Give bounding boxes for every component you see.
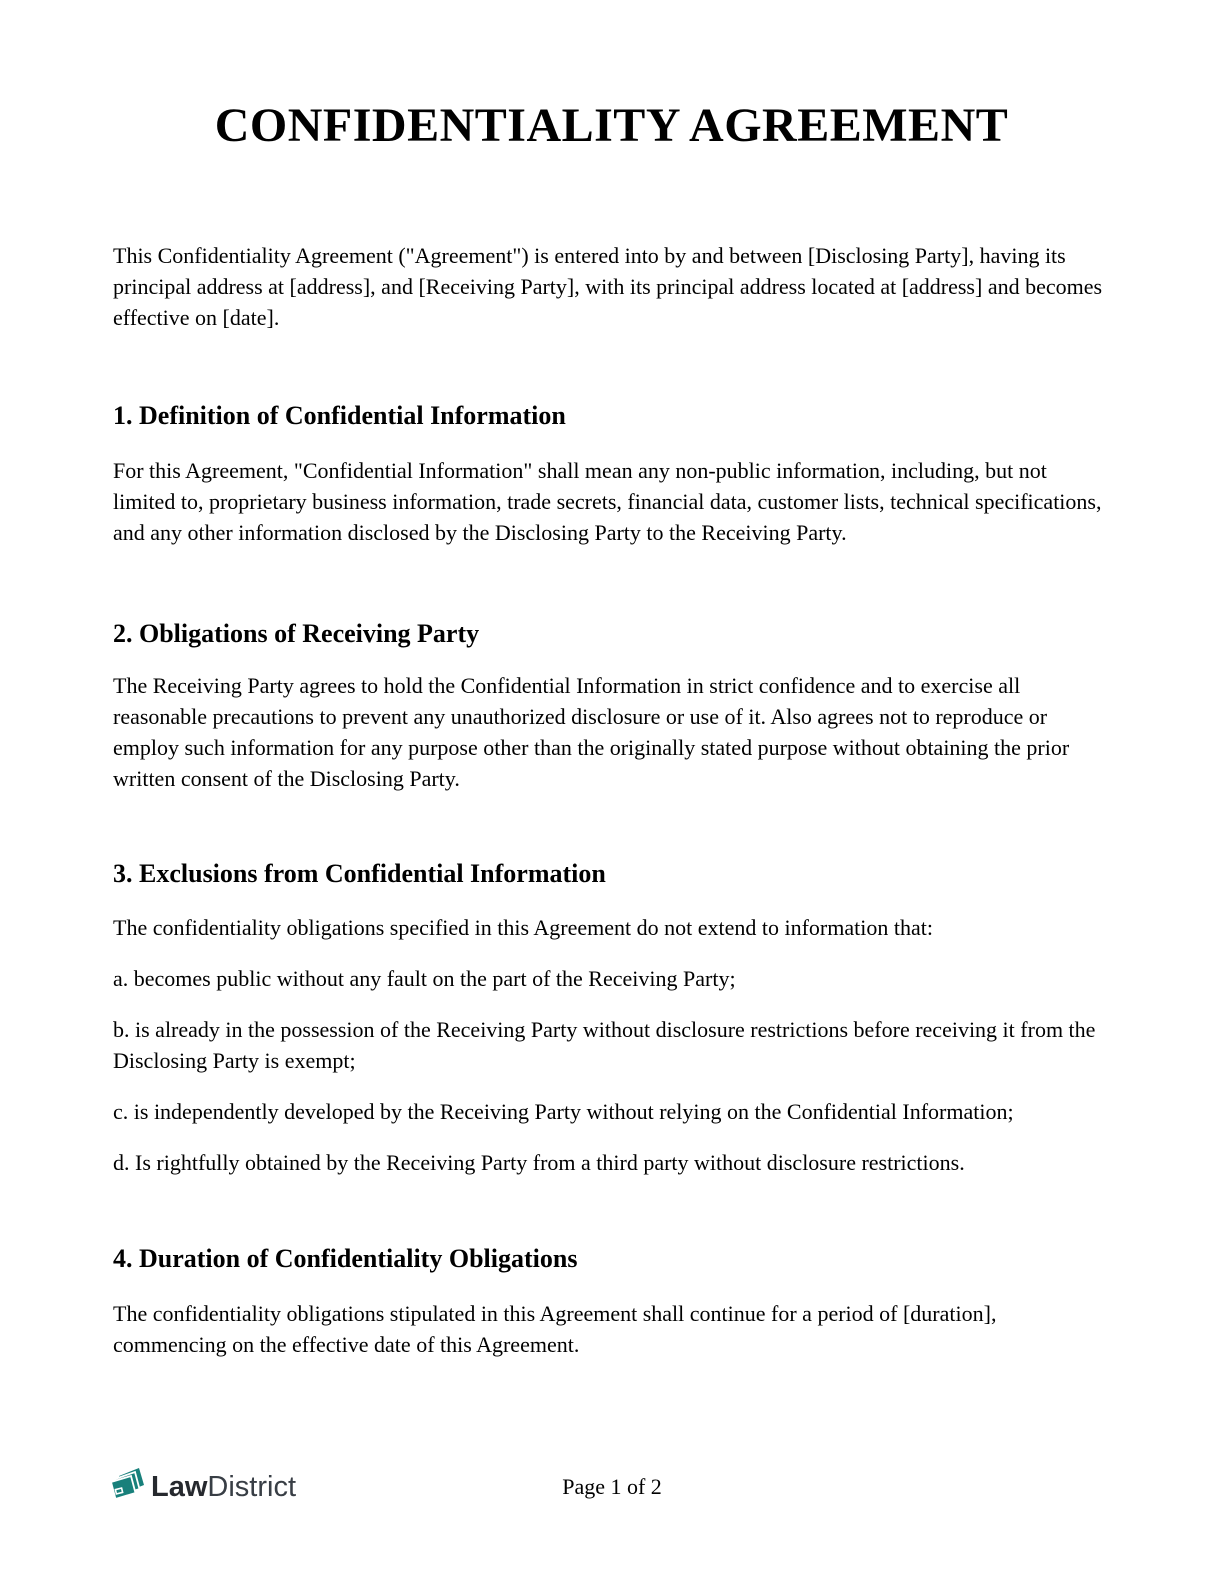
section-2-heading: 2. Obligations of Receiving Party [113, 619, 480, 648]
intro-paragraph: This Confidentiality Agreement ("Agreement") is entered into by and between [Disclosing Party], having its principal address at [address], and [Receiving Party], with its principal address located at [address] and becomes effective on [date]. [113, 243, 1103, 330]
wordmark-law: Law [151, 1471, 208, 1503]
section-3-paragraph: The confidentiality obligations specified in this Agreement do not extend to information that: [113, 915, 933, 940]
section-3-list-item-a: a. becomes public without any fault on the part of the Receiving Party; [113, 966, 736, 991]
section-3-list-item-c: c. is independently developed by the Receiving Party without relying on the Confidential Information; [113, 1099, 1014, 1124]
section-3-list-item-d: d. Is rightfully obtained by the Receiving Party from a third party without disclosure restrictions. [113, 1150, 965, 1175]
document-content [0, 100, 1224, 1360]
wordmark-district: District [207, 1471, 297, 1503]
section-2-paragraph: The Receiving Party agrees to hold the Confidential Information in strict confidence and to exercise all reasonable precautions to prevent any unauthorized disclosure or use of it. Also agrees not to reproduce or employ such information for any purpose other than the originally stated purpose without obtaining the prior written consent of the Disclosing Party. [113, 673, 1070, 791]
section-1-heading: 1. Definition of Confidential Information [113, 401, 566, 430]
section-4-paragraph: The confidentiality obligations stipulated in this Agreement shall continue for a period of [duration], commencing on the effective date of this Agreement. [113, 1301, 997, 1357]
page-number: Page 1 of 2 [562, 1474, 662, 1499]
page-footer [0, 1464, 1224, 1534]
document-title: CONFIDENTIALITY AGREEMENT [214, 99, 1009, 152]
section-3-heading: 3. Exclusions from Confidential Information [113, 859, 606, 888]
section-3-list-item-b: b. is already in the possession of the Receiving Party without disclosure restrictions before receiving it from the Disclosing Party is exempt; [113, 1017, 1096, 1073]
section-1-paragraph: For this Agreement, "Confidential Information" shall mean any non-public information, including, but not limited to, proprietary business information, trade secrets, financial data, customer lists, technical specifications, and any other information disclosed by the Disclosing Party to the Receiving Party. [113, 458, 1102, 545]
section-4-heading: 4. Duration of Confidentiality Obligations [113, 1244, 578, 1273]
